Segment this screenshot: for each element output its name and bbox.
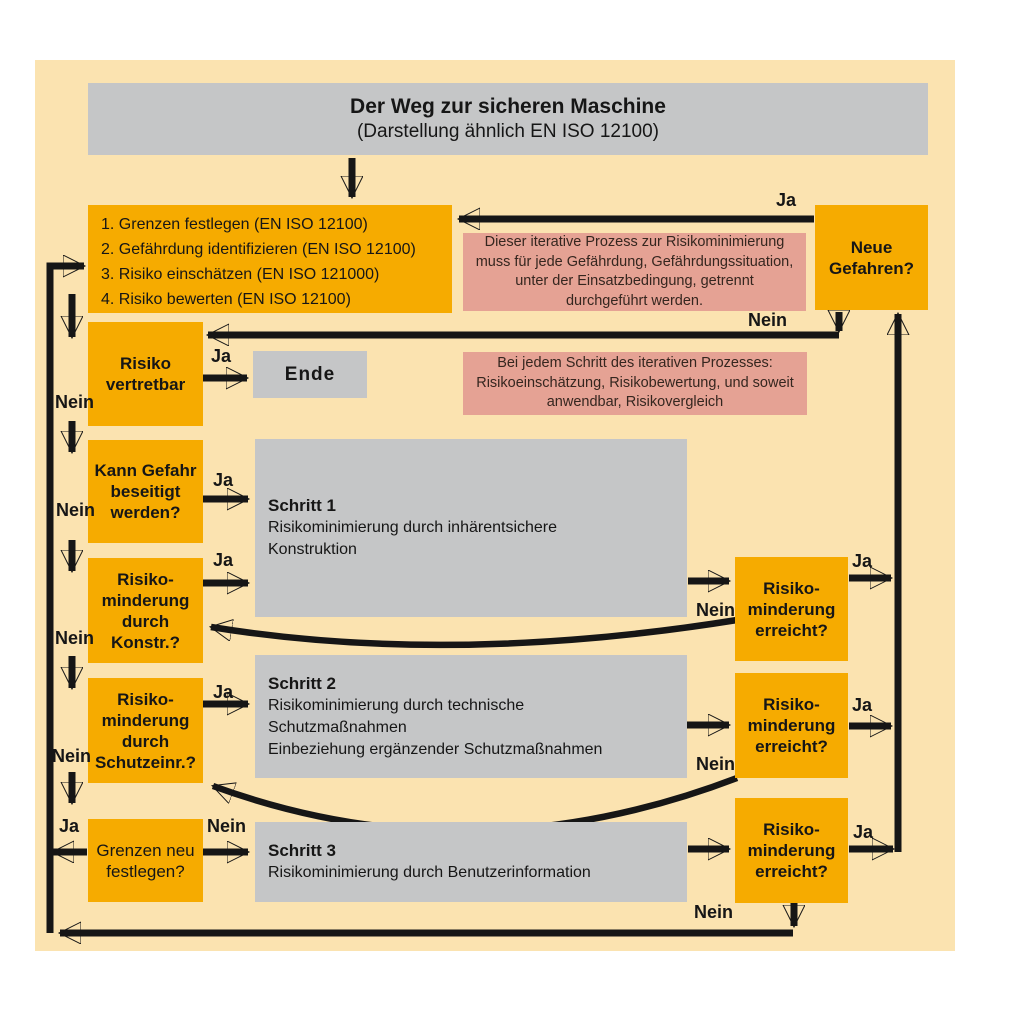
label-nein-schutzeinrichtung: Nein	[52, 746, 92, 766]
schritt-heading: Schritt 3	[268, 841, 337, 860]
label-ja-konstruktion: Ja	[213, 550, 234, 570]
note-line: anwendbar, Risikovergleich	[546, 394, 724, 411]
schritt-line: Konstruktion	[268, 541, 357, 558]
label-ja-schutzeinrichtung: Ja	[213, 682, 234, 702]
list-item: 2. Gefährdung identifizieren (EN ISO 12100)	[101, 241, 416, 258]
note-line: muss für jede Gefährdung, Gefährdungssituation,	[475, 253, 794, 270]
node-minderung-erreicht-1: Risiko-minderung erreicht?	[735, 557, 848, 661]
page-subtitle: (Darstellung ähnlich EN ISO 12100)	[356, 121, 660, 142]
label-ja-neue-gefahren: Ja	[776, 190, 797, 210]
label-ja-erreicht-3: Ja	[853, 822, 874, 842]
note-iterative-process	[463, 233, 806, 311]
node-schritt-1	[255, 439, 687, 617]
label-nein-erreicht-2: Nein	[696, 754, 736, 774]
label-nein-neue-gefahren: Nein	[748, 310, 788, 330]
list-item: 1. Grenzen festlegen (EN ISO 12100)	[101, 216, 368, 233]
label-ja-grenzen-neu: Ja	[59, 816, 80, 836]
schritt-line: Risikominimierung durch Benutzerinformation	[268, 864, 591, 881]
note-line: Risikoeinschätzung, Risikobewertung, und soweit	[476, 374, 794, 391]
page-title: Der Weg zur sicheren Maschine	[350, 95, 666, 118]
schritt-heading: Schritt 2	[268, 673, 337, 693]
label-nein-grenzen-neu: Nein	[207, 816, 247, 836]
list-item: 4. Risiko bewerten (EN ISO 12100)	[101, 291, 351, 308]
label-nein-kann-gefahr: Nein	[56, 500, 96, 520]
node-steps-list	[88, 205, 452, 313]
node-schritt-3	[255, 822, 687, 902]
node-minderung-erreicht-3: Risiko-minderung erreicht?	[735, 798, 848, 903]
label-nein-vertretbar: Nein	[55, 392, 95, 412]
note-line: Dieser iterative Prozess zur Risikominimierung	[484, 234, 785, 250]
node-risiko-vertretbar: Risiko vertretbar	[88, 322, 203, 426]
note-line: unter der Einsatzbedingung, getrennt	[515, 273, 754, 289]
label-ja-kann-gefahr: Ja	[213, 470, 234, 490]
note-each-step	[463, 352, 807, 415]
list-item: 3. Risiko einschätzen (EN ISO 121000)	[101, 266, 380, 283]
schritt-line: Risikominimierung durch technische	[268, 696, 525, 714]
label-ja-erreicht-2: Ja	[852, 695, 873, 715]
arrow-erreicht1-nein-curve	[211, 620, 737, 645]
node-ende: Ende	[253, 351, 367, 398]
note-line: durchgeführt werden.	[565, 292, 704, 309]
node-minderung-erreicht-2: Risiko-minderung erreicht?	[735, 673, 848, 778]
note-line: Bei jedem Schritt des iterativen Prozesses:	[497, 355, 773, 372]
schritt-line: Schutzmaßnahmen	[268, 718, 407, 736]
node-kann-gefahr: Kann Gefahr beseitigt werden?	[88, 440, 203, 543]
node-schritt-2	[255, 655, 687, 778]
label-nein-konstruktion: Nein	[55, 628, 95, 648]
node-grenzen-neu: Grenzen neu festlegen?	[88, 819, 203, 902]
label-ja-erreicht-1: Ja	[852, 551, 873, 571]
label-ja-vertretbar: Ja	[211, 346, 232, 366]
node-minderung-schutzeinrichtung: Risiko-minderung durch Schutzeinr.?	[88, 678, 203, 783]
label-nein-erreicht-1: Nein	[696, 600, 736, 620]
node-minderung-konstruktion: Risiko-minderung durch Konstr.?	[88, 558, 203, 663]
schritt-line: Einbeziehung ergänzender Schutzmaßnahmen	[268, 740, 603, 758]
schritt-heading: Schritt 1	[268, 496, 337, 515]
title-banner	[88, 83, 928, 155]
label-nein-erreicht-3: Nein	[694, 902, 734, 922]
schritt-line: Risikominimierung durch inhärentsichere	[268, 519, 558, 536]
node-neue-gefahren: Neue Gefahren?	[815, 205, 928, 310]
